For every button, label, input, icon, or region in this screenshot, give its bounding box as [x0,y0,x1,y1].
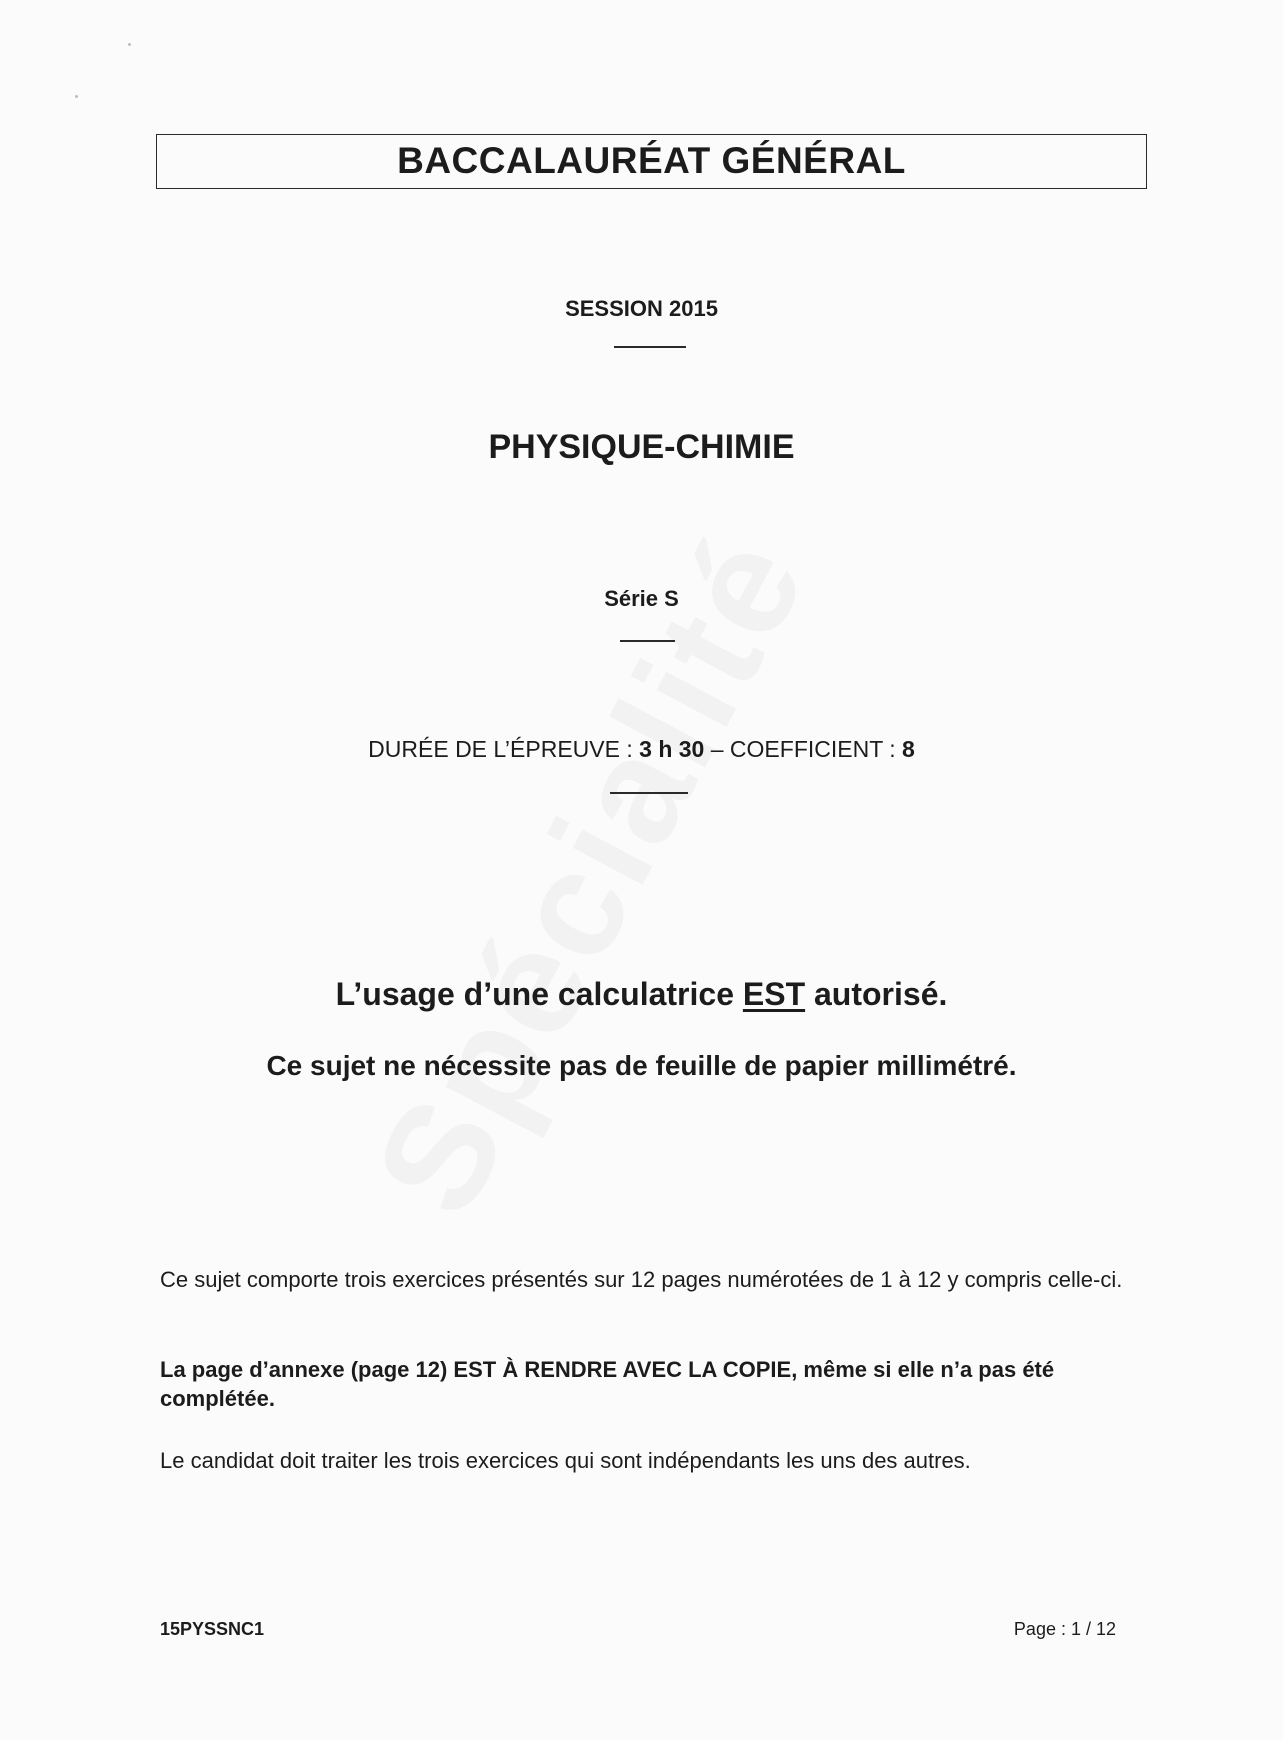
coefficient-label: – COEFFICIENT : [704,736,903,762]
divider-rule [614,346,686,348]
calculator-notice [0,976,1283,1013]
session-label: SESSION 2015 [565,296,718,321]
paper-notice: Ce sujet ne nécessite pas de feuille de papier millimétré. [266,1050,1017,1081]
watermark [340,506,840,1241]
footer-page-number: Page : 1 / 12 [1013,1619,1116,1639]
divider-rule [610,792,688,794]
coefficient-value: 8 [902,736,915,762]
duration-value: 3 h 30 [639,736,705,762]
instructions-paragraph: Le candidat doit traiter les trois exercices qui sont indépendants les uns des autres. [160,1448,971,1473]
calculator-prefix: L’usage d’une calculatrice [335,976,743,1012]
title-box [156,134,1147,189]
divider-rule [620,640,675,642]
subject-title: PHYSIQUE-CHIMIE [488,428,795,466]
footer-code: 15PYSSNC1 [160,1619,265,1639]
duration-label: DURÉE DE L’ÉPREUVE : [368,736,640,762]
serie-label: Série S [604,586,679,611]
duration-line [0,736,1283,763]
annex-paragraph: La page d’annexe (page 12) EST À RENDRE AVEC LA COPIE, même si elle n’a pas été complétée. [160,1357,1055,1411]
exam-title: BACCALAURÉAT GÉNÉRAL [397,140,906,181]
scan-speck [128,43,131,46]
calculator-suffix: autorisé. [805,976,948,1012]
scan-speck [75,95,78,98]
calculator-emphasis: EST [742,976,806,1012]
pages-paragraph: Ce sujet comporte trois exercices présentés sur 12 pages numérotées de 1 à 12 y compris celle-ci. [160,1267,1123,1292]
